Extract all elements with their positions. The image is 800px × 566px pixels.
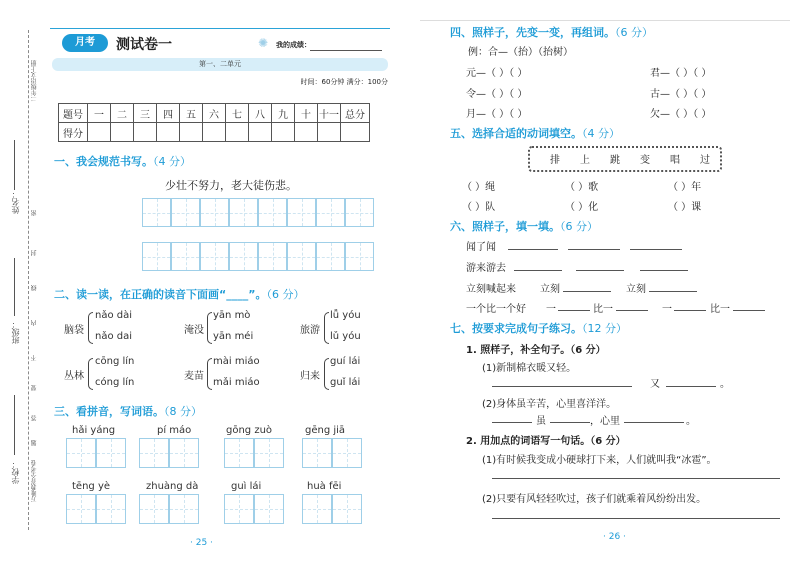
writing-cell[interactable] — [302, 438, 332, 468]
box-word: 唱 — [670, 155, 680, 166]
pattern-prefix: 一 — [662, 304, 672, 315]
section-2-points: （6 分） — [266, 288, 305, 301]
writing-cell[interactable] — [287, 198, 316, 227]
score-table-score-row — [59, 123, 370, 142]
writing-cell[interactable] — [96, 438, 126, 468]
fill-row[interactable]: 月—（ ）（ ） — [466, 109, 528, 120]
writing-cell[interactable] — [66, 494, 96, 524]
name-label: 姓名： — [11, 190, 20, 214]
score-cell[interactable] — [111, 123, 134, 142]
writing-cell[interactable] — [142, 242, 171, 271]
spine-top-text: 二年级语文上册 — [31, 60, 38, 102]
section-2-title-text: 二、读一读，在正确的读音下面画“____”。 — [54, 288, 267, 301]
answer-line[interactable] — [514, 270, 562, 271]
time-info: 时间：60分钟 满分：100分 — [300, 78, 388, 86]
school-line[interactable] — [14, 395, 15, 455]
unit-banner: 第一、二单元 — [52, 58, 388, 71]
answer-line[interactable] — [563, 291, 611, 292]
fill-row[interactable]: 元—（ ）（ ） — [466, 68, 528, 79]
cut-char: 要 — [31, 385, 38, 391]
score-cell[interactable] — [295, 123, 318, 142]
section-4-points: （6 分） — [615, 26, 653, 39]
question-1a: (1)新制棉衣暖又轻。 — [482, 363, 577, 374]
section-4-title-text: 四、照样子，先变一变，再组词。 — [450, 26, 615, 39]
pinyin-prompt: zhuàng dà — [146, 481, 199, 492]
example-text: 例：合—（抬）（抬树） — [468, 47, 573, 58]
section-6-title — [450, 218, 598, 234]
pinyin-option[interactable]: yān mò — [213, 310, 251, 321]
answer-line[interactable] — [492, 478, 780, 479]
writing-cell[interactable] — [96, 494, 126, 524]
word-item: 麦苗 — [184, 371, 204, 382]
section-4-title — [450, 24, 653, 40]
answer-line[interactable] — [576, 270, 624, 271]
pinyin-option[interactable]: guí lái — [330, 356, 361, 367]
answer-line[interactable] — [624, 422, 684, 423]
pinyin-option[interactable]: nǎo dai — [95, 331, 133, 342]
pinyin-prompt: pí máo — [157, 425, 192, 436]
box-word: 变 — [640, 155, 650, 166]
pattern-prefix: 立刻 — [626, 284, 646, 295]
pattern-prefix: 比一 — [710, 304, 730, 315]
score-cell[interactable] — [272, 123, 295, 142]
pinyin-prompt: guì lái — [231, 481, 262, 492]
writing-cell[interactable] — [345, 242, 374, 271]
cut-char: 封 — [31, 250, 38, 256]
pattern-prefix: 立刻 — [540, 284, 560, 295]
question-2b: (2)只要有风轻轻吹过，孩子们就乘着风纷纷出发。 — [482, 494, 707, 505]
writing-cell[interactable] — [287, 242, 316, 271]
writing-cell[interactable] — [258, 242, 287, 271]
writing-cell[interactable] — [200, 242, 229, 271]
box-word: 跳 — [610, 155, 620, 166]
header-top-rule — [420, 20, 790, 21]
pinyin-option[interactable]: guǐ lái — [330, 377, 361, 388]
writing-cell[interactable] — [139, 438, 169, 468]
word-item: 归来 — [300, 371, 320, 382]
writing-cell[interactable] — [66, 438, 96, 468]
table-cell: 得分 — [59, 123, 88, 142]
pattern-word: ，心里 — [590, 416, 620, 427]
section-1-title-text: 一、我会规范书写。 — [54, 155, 153, 168]
brace-icon — [207, 312, 212, 344]
page-number: · 25 · — [190, 538, 213, 548]
writing-cell[interactable] — [302, 494, 332, 524]
answer-line[interactable] — [558, 310, 590, 311]
answer-line[interactable] — [640, 270, 688, 271]
fill-row[interactable]: （ ）课 — [668, 202, 702, 213]
gear-icon: ✺ — [258, 36, 269, 50]
score-cell[interactable] — [88, 123, 111, 142]
word-item: 淹没 — [184, 325, 204, 336]
writing-cell[interactable] — [200, 198, 229, 227]
writing-cell[interactable] — [171, 198, 200, 227]
pinyin-prompt: hǎi yáng — [72, 425, 116, 436]
pinyin-prompt: gōng zuò — [226, 425, 273, 436]
pinyin-option[interactable]: lǔ yóu — [330, 331, 361, 342]
table-cell: 四 — [157, 104, 180, 123]
section-3-points: （8 分） — [164, 405, 202, 418]
writing-cell[interactable] — [142, 198, 171, 227]
section-1-title — [54, 153, 191, 169]
pattern-example: 一个比一个好 — [466, 304, 526, 315]
section-7-title-text: 七、按要求完成句子练习。 — [450, 322, 582, 335]
pattern-word: 虽 — [536, 416, 546, 427]
box-word: 上 — [580, 155, 590, 166]
answer-line[interactable] — [550, 422, 590, 423]
header-top-rule — [50, 28, 390, 29]
brace-icon — [324, 358, 329, 390]
score-cell[interactable] — [180, 123, 203, 142]
cut-char: 内 — [31, 320, 38, 326]
writing-cell[interactable] — [169, 438, 199, 468]
cut-char: 答 — [31, 415, 38, 421]
table-cell: 八 — [249, 104, 272, 123]
section-3-title-text: 三、看拼音，写词语。 — [54, 405, 164, 418]
page-number: · 26 · — [603, 532, 626, 542]
writing-cell[interactable] — [258, 198, 287, 227]
fill-row[interactable]: 古—（ ）（ ） — [650, 89, 712, 100]
pinyin-option[interactable]: mài miáo — [213, 356, 260, 367]
section-7-points: （12 分） — [582, 322, 627, 335]
answer-line[interactable] — [508, 249, 558, 250]
fill-row[interactable]: 君—（ ）（ ） — [650, 68, 712, 79]
writing-cell[interactable] — [316, 242, 345, 271]
writing-cell[interactable] — [224, 494, 254, 524]
answer-line[interactable] — [666, 386, 716, 387]
score-cell[interactable] — [318, 123, 341, 142]
answer-line[interactable] — [492, 422, 532, 423]
cut-line — [28, 30, 29, 530]
table-cell: 总分 — [341, 104, 370, 123]
pinyin-prompt: gēng jiā — [305, 425, 346, 436]
fill-row[interactable]: （ ）化 — [565, 202, 599, 213]
class-line[interactable] — [14, 258, 15, 316]
section-6-title-text: 六、照样子，填一填。 — [450, 220, 560, 233]
table-cell: 题号 — [59, 104, 88, 123]
fill-row[interactable]: 欠—（ ）（ ） — [650, 109, 712, 120]
question-1b: (2)身体虽辛苦，心里喜洋洋。 — [482, 399, 617, 410]
writing-cell[interactable] — [332, 494, 362, 524]
word-item: 旅游 — [300, 325, 320, 336]
table-cell: 一 — [88, 104, 111, 123]
score-cell[interactable] — [157, 123, 180, 142]
section-2-title — [54, 286, 304, 302]
name-line[interactable] — [14, 140, 15, 190]
writing-cell[interactable] — [254, 438, 284, 468]
section-5-title-text: 五、选择合适的动词填空。 — [450, 127, 582, 140]
period-mark: 。 — [686, 416, 696, 427]
fill-row[interactable]: （ ）队 — [462, 202, 496, 213]
answer-line[interactable] — [733, 310, 765, 311]
answer-line[interactable] — [492, 518, 780, 519]
section-1-points: （4 分） — [153, 155, 191, 168]
fill-row[interactable]: （ ）歌 — [565, 182, 599, 193]
pattern-prefix: 一 — [546, 304, 556, 315]
table-cell: 十一 — [318, 104, 341, 123]
brace-icon — [88, 358, 93, 390]
table-cell: 九 — [272, 104, 295, 123]
section-6-points: （6 分） — [560, 220, 598, 233]
page-title: 测试卷一 — [116, 37, 172, 53]
writing-cell[interactable] — [224, 438, 254, 468]
answer-line[interactable] — [568, 249, 620, 250]
binding-spine — [0, 20, 40, 540]
period-mark: 。 — [720, 379, 730, 390]
question-1: 1. 照样子，补全句子。（6 分） — [466, 345, 606, 356]
word-item: 脑袋 — [64, 325, 84, 336]
brace-icon — [207, 358, 212, 390]
box-word: 过 — [700, 155, 710, 166]
class-label: 班级： — [11, 320, 20, 344]
pinyin-option[interactable]: yān méi — [213, 331, 254, 342]
pattern-example: 游来游去 — [466, 263, 506, 274]
cut-char: 线 — [31, 285, 38, 291]
table-cell: 五 — [180, 104, 203, 123]
table-cell: 十 — [295, 104, 318, 123]
fill-row[interactable]: 令—（ ）（ ） — [466, 89, 528, 100]
cut-char: 不 — [31, 355, 38, 361]
right-page — [400, 0, 800, 566]
month-badge: 月考 — [62, 34, 108, 52]
pinyin-option[interactable]: nǎo dài — [95, 310, 133, 321]
answer-line[interactable] — [616, 310, 648, 311]
score-label: 我的成绩： — [276, 41, 311, 49]
pinyin-option[interactable]: lǚ yóu — [330, 310, 361, 321]
table-cell: 二 — [111, 104, 134, 123]
cut-char: 题 — [31, 440, 38, 446]
section-5-title — [450, 125, 620, 141]
fill-row[interactable]: （ ）绳 — [462, 182, 496, 193]
pinyin-option[interactable]: cóng lín — [95, 377, 135, 388]
score-table — [58, 103, 370, 142]
writing-cell[interactable] — [169, 494, 199, 524]
writing-cell[interactable] — [316, 198, 345, 227]
score-line[interactable] — [310, 50, 382, 51]
table-cell: 六 — [203, 104, 226, 123]
question-2: 2. 用加点的词语写一句话。（6 分） — [466, 436, 626, 447]
pinyin-prompt: tēng yè — [72, 481, 111, 492]
spine-bottom-text: 万唯教育全考卷 — [31, 460, 38, 502]
score-cell[interactable] — [203, 123, 226, 142]
pinyin-option[interactable]: mǎi miáo — [213, 377, 260, 388]
section-3-title — [54, 403, 202, 419]
pinyin-prompt: huà fēi — [307, 481, 342, 492]
school-label: 学校： — [11, 460, 20, 484]
section-7-title — [450, 320, 627, 336]
writing-cell[interactable] — [254, 494, 284, 524]
brace-icon — [88, 312, 93, 344]
score-table-header-row — [59, 104, 370, 123]
score-cell[interactable] — [249, 123, 272, 142]
writing-cell[interactable] — [332, 438, 362, 468]
fill-row[interactable]: （ ）年 — [668, 182, 702, 193]
pattern-prefix: 比一 — [593, 304, 613, 315]
table-cell: 三 — [134, 104, 157, 123]
brace-icon — [324, 312, 329, 344]
section-5-points: （4 分） — [582, 127, 620, 140]
copy-sentence: 少壮不努力，老大徒伤悲。 — [165, 179, 297, 192]
pattern-example: 闻了闻 — [466, 242, 496, 253]
box-word: 排 — [550, 155, 560, 166]
pattern-example: 立刻喊起来 — [466, 284, 516, 295]
answer-line[interactable] — [649, 291, 697, 292]
writing-cell[interactable] — [171, 242, 200, 271]
answer-line[interactable] — [492, 386, 632, 387]
cut-char: 密 — [31, 210, 38, 216]
answer-line[interactable] — [630, 249, 682, 250]
word-item: 丛林 — [64, 371, 84, 382]
pinyin-option[interactable]: cōng lín — [95, 356, 135, 367]
writing-cell[interactable] — [229, 198, 258, 227]
table-cell: 七 — [226, 104, 249, 123]
score-cell[interactable] — [134, 123, 157, 142]
pattern-word: 又 — [650, 379, 660, 390]
writing-cell[interactable] — [139, 494, 169, 524]
writing-cell[interactable] — [229, 242, 258, 271]
writing-cell[interactable] — [345, 198, 374, 227]
question-2a: (1)有时候我变成小硬球打下来，人们就叫我“冰雹”。 — [482, 455, 717, 466]
answer-line[interactable] — [674, 310, 706, 311]
score-cell[interactable] — [341, 123, 370, 142]
score-cell[interactable] — [226, 123, 249, 142]
